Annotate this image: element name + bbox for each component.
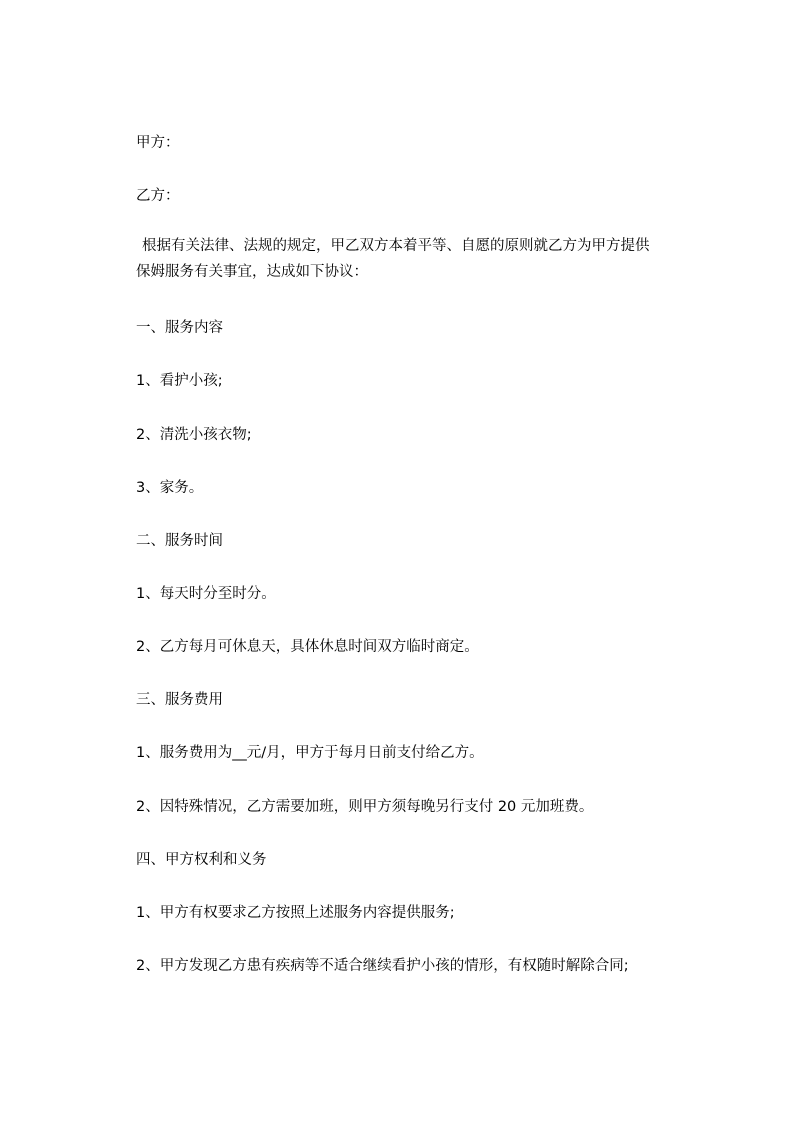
intro-line-2: 保姆服务有关事宜，达成如下协议： xyxy=(136,264,368,280)
service-fee-item: 2、因特殊情况，乙方需要加班，则甲方须每晚另行支付 20 元加班费。 xyxy=(136,799,594,815)
intro-paragraph xyxy=(136,233,706,285)
service-time-item: 1、每天时分至时分。 xyxy=(136,586,276,602)
party-a-rights-item: 2、甲方发现乙方患有疾病等不适合继续看护小孩的情形，有权随时解除合同; xyxy=(136,958,629,974)
section-heading-service-content: 一、服务内容 xyxy=(136,320,223,336)
party-a-rights-item: 1、甲方有权要求乙方按照上述服务内容提供服务; xyxy=(136,905,455,921)
section-heading-service-time: 二、服务时间 xyxy=(136,533,223,549)
section-heading-party-a-rights: 四、甲方权利和义务 xyxy=(136,852,267,868)
intro-line-1: 根据有关法律、法规的规定，甲乙双方本着平等、自愿的原则就乙方为甲方提供 xyxy=(142,238,650,254)
service-fee-item: 1、服务费用为__元/月，甲方于每月日前支付给乙方。 xyxy=(136,745,484,761)
party-a-label: 甲方： xyxy=(136,135,180,151)
service-content-item: 3、家务。 xyxy=(136,480,204,496)
party-b-label: 乙方： xyxy=(136,188,180,204)
section-heading-service-fee: 三、服务费用 xyxy=(136,692,223,708)
service-time-item: 2、乙方每月可休息天，具体休息时间双方临时商定。 xyxy=(136,639,479,655)
service-content-item: 2、清洗小孩衣物; xyxy=(136,427,252,443)
service-content-item: 1、看护小孩; xyxy=(136,373,223,389)
